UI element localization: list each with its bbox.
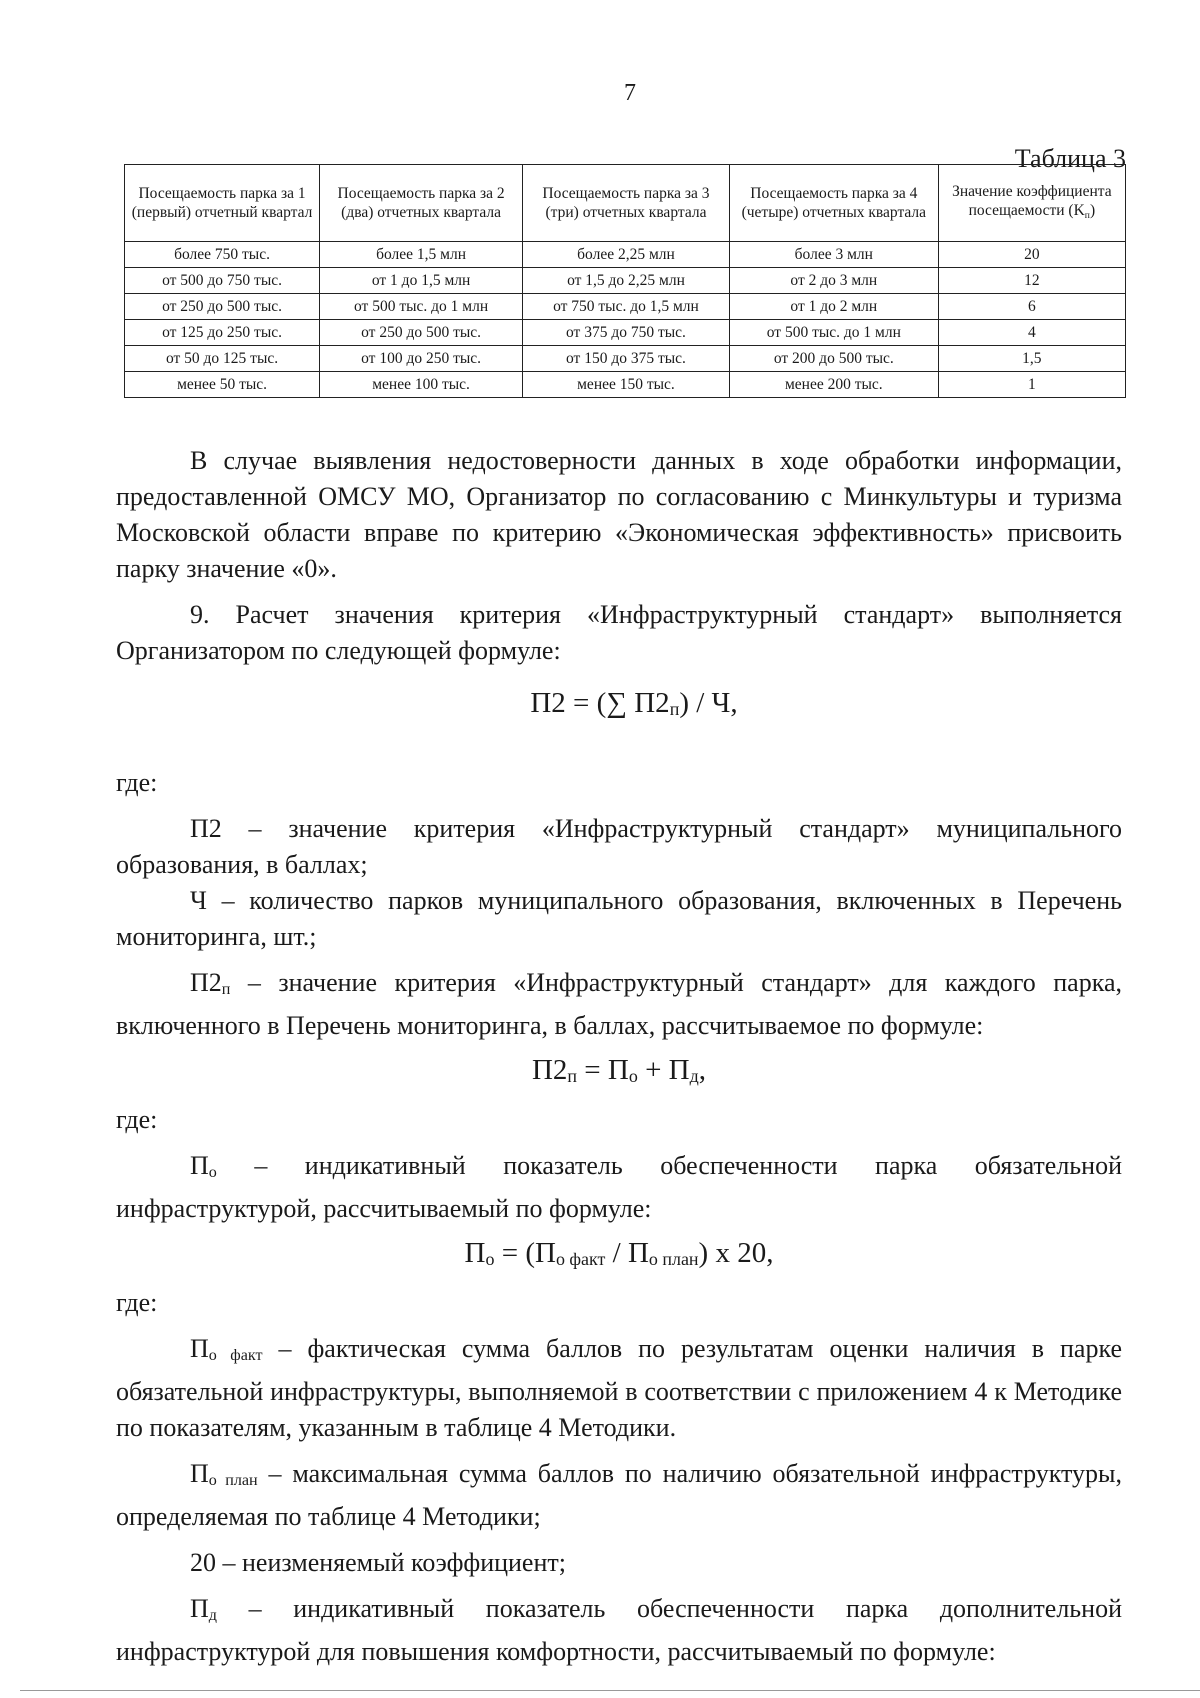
table-cell: от 150 до 375 тыс. [523,346,730,372]
paragraph-9: 9. Расчет значения критерия «Инфраструктурный стандарт» выполняется Организатором по следующей формуле: [116,600,1122,665]
paragraph-unreliable-data: В случае выявления недостоверности данных в ходе обработки информации, предоставленной ОМСУ МО, Организатор по согласованию с Минкультуры и туризма Московской области вправе по критерию «Экономическая эффективность» присвоить парку значение «0». [116,446,1122,583]
definition-pd: $П_д$ – индикативный показатель обеспеченности парка дополнительной инфраструктурой для повышения комфортности, рассчитываемый по формуле: [116,1594,1122,1666]
table-cell: более 2,25 млн [523,242,730,268]
table-header-row [125,165,1126,242]
table-cell: 12 [938,268,1125,294]
table-cell: 20 [938,242,1125,268]
table-cell: от 1,5 до 2,25 млн [523,268,730,294]
table-row [125,346,1126,372]
table-header-cell: Посещаемость парка за 4 (четыре) отчетных квартала [729,165,938,242]
table-cell: более 1,5 млн [320,242,523,268]
table-row [125,372,1126,398]
table-row [125,268,1126,294]
table-cell: менее 100 тыс. [320,372,523,398]
table-cell: от 250 до 500 тыс. [125,294,320,320]
table-cell: от 125 до 250 тыс. [125,320,320,346]
table-cell: от 375 до 750 тыс. [523,320,730,346]
table-cell: от 100 до 250 тыс. [320,346,523,372]
table-cell: от 750 тыс. до 1,5 млн [523,294,730,320]
table-cell: 6 [938,294,1125,320]
page-number: 7 [624,80,636,106]
table-cell: менее 200 тыс. [729,372,938,398]
definition-coefficient-20: 20 – неизменяемый коэффициент; [190,1548,566,1577]
table-cell: менее 150 тыс. [523,372,730,398]
where-label: где: [116,768,158,797]
attendance-coefficient-table [124,164,1126,398]
where-label: где: [116,1288,158,1317]
table-cell: менее 50 тыс. [125,372,320,398]
definition-po: $П_о$ – индикативный показатель обеспеченности парка обязательной инфраструктурой, рассчитываемый по формуле: [116,1151,1122,1223]
definition-ch: Ч – количество парков муниципального образования, включенных в Перечень мониторинга, шт.; [116,886,1122,951]
table-cell: от 1 до 2 млн [729,294,938,320]
formula-p2: П2 = (∑ $П2_п$) / Ч, [530,687,738,719]
definition-p2: П2 – значение критерия «Инфраструктурный стандарт» муниципального образования, в баллах; [116,814,1122,879]
table-row [125,320,1126,346]
table-cell: от 1 до 1,5 млн [320,268,523,294]
table-header-cell: Посещаемость парка за 3 (три) отчетных квартала [523,165,730,242]
table-header-cell: Посещаемость парка за 1 (первый) отчетный квартал [125,165,320,242]
table-cell: от 500 тыс. до 1 млн [320,294,523,320]
definition-po-plan: $П_{о план}$ – максимальная сумма баллов по наличию обязательной инфраструктуры, определяемая по таблице 4 Методики; [116,1459,1122,1531]
table-cell: от 50 до 125 тыс. [125,346,320,372]
table-row [125,294,1126,320]
table-caption: Таблица 3 [1014,144,1126,173]
formula-p2n: $П2_п = П_о + П_д$, [531,1054,707,1086]
where-label: где: [116,1105,158,1134]
table-cell: от 2 до 3 млн [729,268,938,294]
table-row [125,242,1126,268]
table-body [125,242,1126,398]
bottom-scan-edge [20,1690,1200,1691]
table-cell: от 500 до 750 тыс. [125,268,320,294]
table-cell: от 500 тыс. до 1 млн [729,320,938,346]
table-cell: от 200 до 500 тыс. [729,346,938,372]
body-text [116,443,1122,1670]
definition-p2n: $П2_п$ – значение критерия «Инфраструктурный стандарт» для каждого парка, включенного в Перечень мониторинга, в баллах, рассчитываемое по формуле: [116,968,1122,1040]
definition-po-fact: $П_{о факт}$ – фактическая сумма баллов по результатам оценки наличия в парке обязательной инфраструктуры, выполняемой в соответствии с приложением 4 к Методике по показателям, указанным в таблице 4 Методики. [116,1334,1122,1442]
table-cell: 1,5 [938,346,1125,372]
table-cell: 1 [938,372,1125,398]
table-header-cell: Значение коэффициента посещаемости $(K_п)$ [938,165,1125,242]
table-cell: от 250 до 500 тыс. [320,320,523,346]
table-cell: более 3 млн [729,242,938,268]
formula-po: $П_о = (П_{о факт} / П_{о план})$ х 20, [464,1237,774,1269]
table-header-cell: Посещаемость парка за 2 (два) отчетных квартала [320,165,523,242]
table-cell: 4 [938,320,1125,346]
table-cell: более 750 тыс. [125,242,320,268]
